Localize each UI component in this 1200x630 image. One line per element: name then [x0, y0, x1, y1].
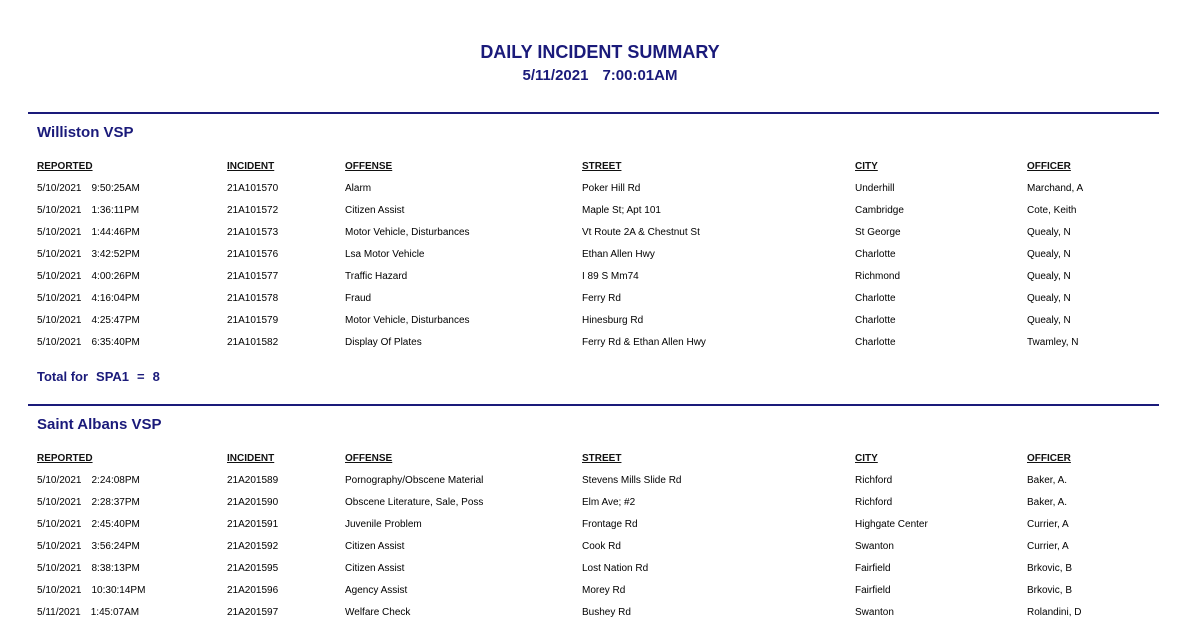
street-cell: Ferry Rd [582, 293, 621, 304]
street-cell: Frontage Rd [582, 519, 638, 530]
offense-cell: Pornography/Obscene Material [345, 475, 484, 486]
reported-date: 5/10/2021 [37, 183, 82, 194]
incident-cell: 21A101570 [227, 183, 279, 194]
report-datetime [0, 66, 1200, 86]
officer-cell: Twamley, N [1027, 337, 1079, 348]
city-cell: Cambridge [855, 205, 904, 216]
table-row [0, 492, 1200, 514]
city-cell: Fairfield [855, 585, 891, 596]
col-street: STREET [582, 161, 622, 172]
street-cell: Vt Route 2A & Chestnut St [582, 227, 700, 238]
city-cell: Fairfield [855, 563, 891, 574]
reported-date: 5/11/2021 [37, 607, 81, 618]
street-cell: Hinesburg Rd [582, 315, 644, 326]
reported-cell [37, 266, 140, 288]
total-count: 8 [152, 369, 160, 384]
officer-cell: Rolandini, D [1027, 607, 1082, 618]
total-eq: = [137, 369, 145, 384]
city-cell: St George [855, 227, 901, 238]
reported-time: 1:45:07AM [90, 607, 140, 618]
reported-cell [37, 288, 140, 310]
city-cell: Richford [855, 497, 893, 508]
offense-cell: Citizen Assist [345, 541, 405, 552]
reported-time: 2:24:08PM [91, 475, 140, 486]
city-cell: Highgate Center [855, 519, 928, 530]
city-cell: Richmond [855, 271, 901, 282]
offense-cell: Display Of Plates [345, 337, 422, 348]
incident-cell: 21A201590 [227, 497, 279, 508]
incident-cell: 21A201596 [227, 585, 279, 596]
report-title: DAILY INCIDENT SUMMARY [480, 42, 720, 62]
reported-time: 3:42:52PM [91, 249, 140, 260]
table-row [0, 332, 1200, 354]
offense-cell: Welfare Check [345, 607, 411, 618]
table-row [0, 266, 1200, 288]
offense-cell: Agency Assist [345, 585, 408, 596]
reported-date: 5/10/2021 [37, 497, 82, 508]
reported-date: 5/10/2021 [37, 205, 82, 216]
street-cell: Cook Rd [582, 541, 621, 552]
reported-cell [37, 492, 140, 514]
reported-time: 8:38:13PM [91, 563, 140, 574]
col-offense: OFFENSE [345, 453, 393, 464]
incident-cell: 21A201595 [227, 563, 279, 574]
table-row [0, 514, 1200, 536]
col-city: CITY [855, 161, 878, 172]
incident-cell: 21A201592 [227, 541, 279, 552]
reported-cell [37, 470, 140, 492]
reported-time: 9:50:25AM [91, 183, 140, 194]
officer-cell: Cote, Keith [1027, 205, 1077, 216]
city-cell: Charlotte [855, 337, 896, 348]
section-title: Williston VSP [37, 124, 134, 141]
officer-cell: Quealy, N [1027, 293, 1071, 304]
table-row [0, 580, 1200, 602]
col-incident: INCIDENT [227, 161, 275, 172]
officer-cell: Quealy, N [1027, 315, 1071, 326]
reported-date: 5/10/2021 [37, 227, 82, 238]
city-cell: Swanton [855, 607, 894, 618]
reported-time: 10:30:14PM [91, 585, 146, 596]
reported-date: 5/10/2021 [37, 585, 82, 596]
incident-cell: 21A101578 [227, 293, 279, 304]
table-row [0, 288, 1200, 310]
reported-time: 4:00:26PM [91, 271, 140, 282]
reported-date: 5/10/2021 [37, 315, 82, 326]
offense-cell: Alarm [345, 183, 372, 194]
reported-date: 5/10/2021 [37, 293, 82, 304]
incident-cell: 21A101577 [227, 271, 279, 282]
street-cell: Morey Rd [582, 585, 626, 596]
reported-cell [37, 332, 140, 354]
incident-cell: 21A101576 [227, 249, 279, 260]
reported-date: 5/10/2021 [37, 475, 82, 486]
officer-cell: Quealy, N [1027, 249, 1071, 260]
city-cell: Charlotte [855, 315, 896, 326]
street-cell: Elm Ave; #2 [582, 497, 636, 508]
col-street: STREET [582, 453, 622, 464]
reported-cell [37, 200, 139, 222]
reported-cell [37, 580, 145, 602]
officer-cell: Brkovic, B [1027, 585, 1073, 596]
reported-time: 6:35:40PM [91, 337, 140, 348]
reported-date: 5/10/2021 [37, 519, 82, 530]
report-time: 7:00:01AM [602, 67, 678, 84]
officer-cell: Baker, A. [1027, 497, 1068, 508]
reported-cell [37, 536, 140, 558]
city-cell: Swanton [855, 541, 894, 552]
city-cell: Richford [855, 475, 893, 486]
table-row [0, 602, 1200, 624]
total-code: SPA1 [96, 369, 130, 384]
table-row [0, 470, 1200, 492]
section-divider [28, 404, 1159, 406]
officer-cell: Baker, A. [1027, 475, 1068, 486]
street-cell: Poker Hill Rd [582, 183, 641, 194]
street-cell: Ethan Allen Hwy [582, 249, 655, 260]
total-label: Total for [37, 369, 89, 384]
reported-date: 5/10/2021 [37, 249, 82, 260]
incident-cell: 21A101572 [227, 205, 279, 216]
offense-cell: Motor Vehicle, Disturbances [345, 315, 470, 326]
incident-cell: 21A101573 [227, 227, 279, 238]
offense-cell: Motor Vehicle, Disturbances [345, 227, 470, 238]
table-row [0, 178, 1200, 200]
incident-cell: 21A201591 [227, 519, 279, 530]
incident-cell: 21A101582 [227, 337, 279, 348]
street-cell: Ferry Rd & Ethan Allen Hwy [582, 337, 706, 348]
col-incident: INCIDENT [227, 453, 275, 464]
column-header-row [0, 448, 1200, 470]
offense-cell: Fraud [345, 293, 372, 304]
offense-cell: Lsa Motor Vehicle [345, 249, 425, 260]
incident-cell: 21A201597 [227, 607, 279, 618]
reported-time: 2:45:40PM [91, 519, 140, 530]
section-total [37, 368, 168, 386]
offense-cell: Citizen Assist [345, 563, 405, 574]
street-cell: Maple St; Apt 101 [582, 205, 661, 216]
reported-time: 3:56:24PM [91, 541, 140, 552]
reported-cell [37, 178, 140, 200]
offense-cell: Traffic Hazard [345, 271, 408, 282]
reported-cell [37, 310, 140, 332]
report-date: 5/11/2021 [522, 67, 589, 84]
section-title: Saint Albans VSP [37, 416, 162, 433]
officer-cell: Brkovic, B [1027, 563, 1073, 574]
offense-cell: Obscene Literature, Sale, Poss [345, 497, 484, 508]
table-row [0, 310, 1200, 332]
officer-cell: Quealy, N [1027, 271, 1071, 282]
reported-cell [37, 222, 140, 244]
city-cell: Charlotte [855, 249, 896, 260]
offense-cell: Citizen Assist [345, 205, 405, 216]
officer-cell: Currier, A [1027, 541, 1069, 552]
street-cell: I 89 S Mm74 [582, 271, 639, 282]
table-row [0, 222, 1200, 244]
table-row [0, 558, 1200, 580]
reported-cell [37, 602, 139, 624]
offense-cell: Juvenile Problem [345, 519, 422, 530]
reported-date: 5/10/2021 [37, 563, 82, 574]
reported-date: 5/10/2021 [37, 541, 82, 552]
officer-cell: Quealy, N [1027, 227, 1071, 238]
table-row [0, 200, 1200, 222]
col-reported: REPORTED [37, 453, 93, 464]
reported-date: 5/10/2021 [37, 337, 82, 348]
officer-cell: Marchand, A [1027, 183, 1084, 194]
reported-cell [37, 558, 140, 580]
table-row [0, 244, 1200, 266]
column-header-row [0, 156, 1200, 178]
reported-cell [37, 244, 140, 266]
col-officer: OFFICER [1027, 161, 1071, 172]
incident-cell: 21A201589 [227, 475, 279, 486]
reported-time: 2:28:37PM [91, 497, 140, 508]
reported-time: 1:36:11PM [91, 205, 140, 216]
reported-time: 1:44:46PM [91, 227, 140, 238]
col-officer: OFFICER [1027, 453, 1071, 464]
col-reported: REPORTED [37, 161, 93, 172]
col-city: CITY [855, 453, 878, 464]
officer-cell: Currier, A [1027, 519, 1069, 530]
table-row [0, 536, 1200, 558]
reported-date: 5/10/2021 [37, 271, 82, 282]
street-cell: Stevens Mills Slide Rd [582, 475, 682, 486]
col-offense: OFFENSE [345, 161, 393, 172]
city-cell: Underhill [855, 183, 895, 194]
section-divider [28, 112, 1159, 114]
reported-time: 4:16:04PM [91, 293, 140, 304]
reported-time: 4:25:47PM [91, 315, 140, 326]
reported-cell [37, 514, 140, 536]
street-cell: Lost Nation Rd [582, 563, 649, 574]
city-cell: Charlotte [855, 293, 896, 304]
incident-cell: 21A101579 [227, 315, 279, 326]
street-cell: Bushey Rd [582, 607, 631, 618]
